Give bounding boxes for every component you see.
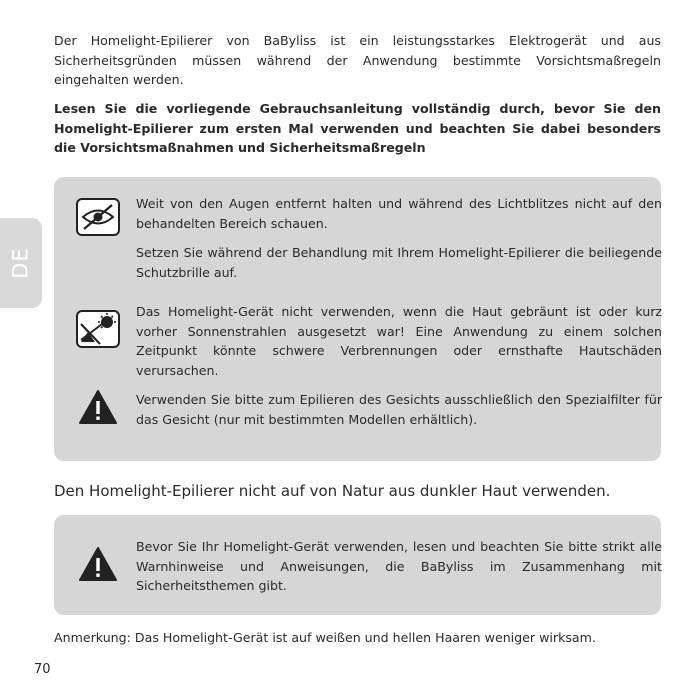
warning-item-glasses (136, 243, 662, 282)
warning-text-instructions: Bevor Sie Ihr Homelight-Gerät verwenden, lesen und beachten Sie bitte strikt alle Warnhinweise und Anweisungen, die BaByliss im Zusammenhang mit Sicherheitsthemen gibt. (136, 539, 662, 593)
warning-item-eyes (136, 194, 662, 233)
intro-bold-paragraph: Lesen Sie die vorliegende Gebrauchsanleitung vollständig durch, bevor Sie den Homelight-Epilierer zum ersten Mal verwenden und beachten Sie dabei besonders die Vorsichtsmaßnahmen und Sicherheitsmaßregeln (54, 101, 661, 155)
language-tab-label: DE (8, 247, 33, 279)
warning-box-2 (54, 515, 661, 615)
eye-crossed-icon (75, 197, 121, 237)
warning-item-face-filter (136, 390, 662, 429)
page-number: 70 (34, 662, 51, 677)
warning-item-tanned-skin (136, 302, 662, 380)
intro-paragraph: Der Homelight-Epilierer von BaByliss ist ein leistungsstarkes Elektrogerät und aus Sicherheitsgründen müssen während der Anwendung bestimmte Vorsichtsmaßregeln eingehalten werden. (54, 33, 661, 87)
warning-text-glasses: Setzen Sie während der Behandlung mit Ihrem Homelight-Epilierer die beiliegende Schutzbrille auf. (136, 245, 662, 280)
warning-triangle-icon (75, 544, 121, 584)
warning-text-face-filter: Verwenden Sie bitte zum Epilieren des Gesichts ausschließlich den Spezialfilter für das Gesicht (nur mit bestimmten Modellen erhältlich). (136, 392, 662, 427)
warning-text-tanned-skin: Das Homelight-Gerät nicht verwenden, wenn die Haut gebräunt ist oder kurz vorher Sonnenstrahlen ausgesetzt war! Eine Anwendung zu einem solchen Zeitpunkt könnte schwere Verbrennungen oder ernsthafte Hautschäden verursachen. (136, 304, 662, 378)
warning-box-1 (54, 177, 661, 461)
dark-skin-warning: Den Homelight-Epilierer nicht auf von Natur aus dunkler Haut verwenden. (54, 482, 611, 500)
warning-item-instructions (136, 537, 662, 596)
sun-crossed-icon (75, 309, 121, 349)
note-text: Anmerkung: Das Homelight-Gerät ist auf weißen und hellen Haaren weniger wirksam. (54, 630, 596, 645)
warning-triangle-icon (75, 387, 121, 427)
language-tab (0, 218, 42, 308)
warning-text-eyes: Weit von den Augen entfernt halten und während des Lichtblitzes nicht auf den behandelten Bereich schauen. (136, 196, 662, 231)
